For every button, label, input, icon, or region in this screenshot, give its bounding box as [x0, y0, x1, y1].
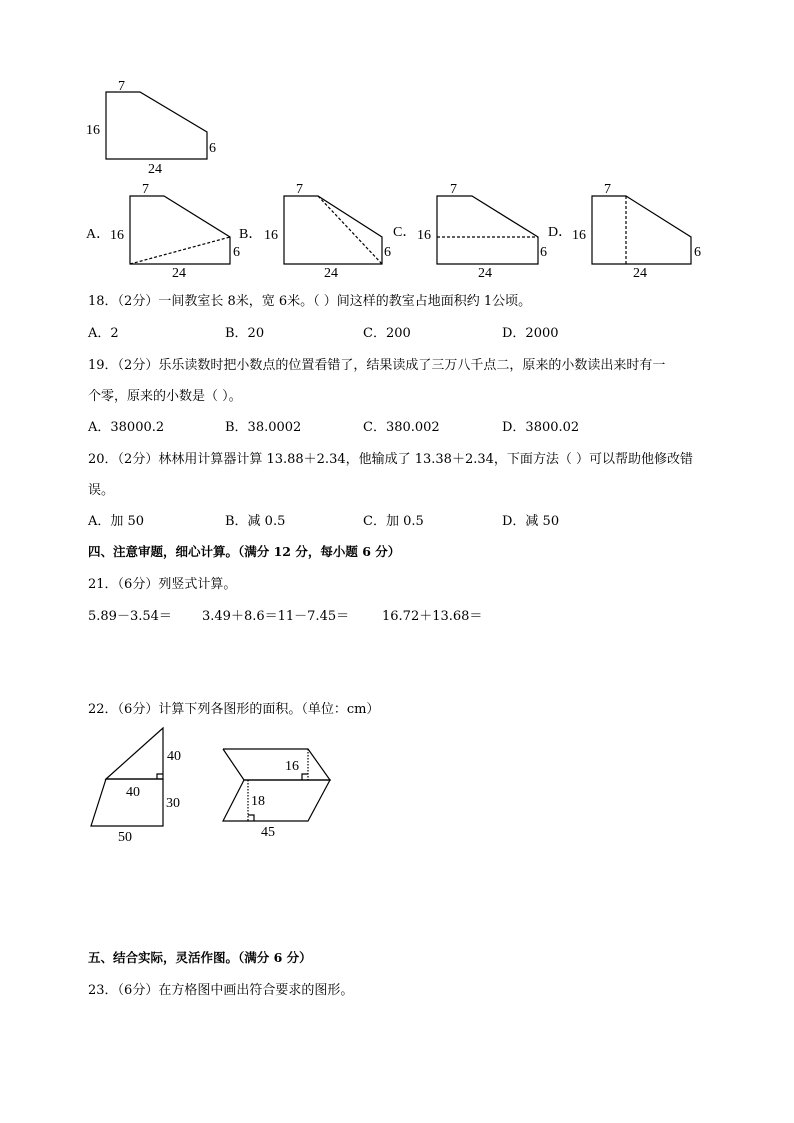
q23-text: 23．（6分）在方格图中画出符合要求的图形。 [88, 983, 354, 998]
q17-option-d-left: 16 [572, 228, 586, 243]
q19-option-b[interactable]: B．38.0002 [225, 420, 302, 435]
q17-label-right: 6 [209, 141, 216, 156]
q17-option-a-letter: A． [86, 227, 111, 242]
q22-fig1-tri-height: 40 [167, 749, 181, 764]
q17-option-c-letter: C． [393, 225, 417, 240]
q22-fig2-bottom-height: 18 [251, 794, 265, 809]
q22-fig2-top-height: 16 [285, 759, 299, 774]
q17-option-c-left: 16 [417, 228, 431, 243]
q17-label-top: 7 [118, 79, 125, 94]
q20-option-c[interactable]: C．加 0.5 [363, 514, 424, 529]
q17-option-c-top: 7 [450, 182, 457, 197]
q17-option-c-bottom: 24 [478, 266, 492, 281]
q17-option-d-top: 7 [604, 182, 611, 197]
q20-text-line1: 20．（2分）林林用计算器计算 13.88＋2.34，他输成了 13.38＋2.34，下面方法（ ）可以帮助他修改错 [88, 452, 694, 467]
q18-option-b[interactable]: B．20 [225, 326, 265, 341]
q17-option-a-top: 7 [142, 182, 149, 197]
q17-option-b-left: 16 [264, 228, 278, 243]
q22-fig1-para-height: 30 [166, 796, 180, 811]
q17-label-left: 16 [86, 123, 100, 138]
q21-expr-3: 16.72＋13.68＝ [382, 609, 483, 624]
q17-option-d-figure [548, 182, 701, 281]
q17-option-c-figure [393, 182, 547, 281]
q18-text: 18．（2分）一间教室长 8米，宽 6米。（ ）间这样的教室占地面积约 1公顷。 [88, 294, 532, 309]
q18-option-a[interactable]: A．2 [88, 326, 119, 341]
q17-option-a-left: 16 [110, 228, 124, 243]
q21-text: 21．（6分）列竖式计算。 [88, 577, 237, 592]
q22-figure-2 [223, 749, 330, 840]
q17-option-b-figure [239, 182, 391, 281]
q17-option-c-right: 6 [540, 245, 547, 260]
q18-option-c[interactable]: C．200 [363, 326, 411, 341]
q19-option-a[interactable]: A．38000.2 [88, 420, 165, 435]
q17-option-b-top: 7 [296, 182, 303, 197]
q17-main-figure [86, 79, 216, 177]
q17-option-d-right: 6 [694, 245, 701, 260]
q18-option-d[interactable]: D．2000 [502, 326, 559, 341]
q17-option-d-letter: D． [548, 225, 573, 240]
q22-fig1-tri-base: 40 [126, 785, 140, 800]
q20-text-line2: 误。 [88, 483, 115, 498]
q22-figures [0, 715, 794, 850]
q22-figure-1 [91, 728, 181, 845]
q17-option-a-bottom: 24 [172, 266, 186, 281]
q17-option-b-right: 6 [384, 245, 391, 260]
q22-text: 22．（6分）计算下列各图形的面积。（单位：cm） [88, 702, 380, 717]
q22-fig2-base: 45 [261, 825, 275, 840]
q20-option-b[interactable]: B．减 0.5 [225, 514, 286, 529]
q17-option-a-right: 6 [233, 245, 240, 260]
q19-text-line1: 19．（2分）乐乐读数时把小数点的位置看错了，结果读成了三万八千点二，原来的小数读出来时有一 [88, 358, 666, 373]
q22-fig1-para-base: 50 [118, 830, 132, 845]
q17-label-bottom: 24 [148, 162, 162, 177]
q17-option-b-letter: B． [239, 227, 263, 242]
q19-option-c[interactable]: C．380.002 [363, 420, 440, 435]
q20-option-d[interactable]: D．减 50 [502, 514, 560, 529]
q21-expr-1: 5.89－3.54＝ [88, 609, 172, 624]
q17-option-b-bottom: 24 [324, 266, 338, 281]
q17-option-a-figure [86, 182, 240, 281]
section-5-title: 五、结合实际，灵活作图。（满分 6 分） [88, 950, 312, 965]
q21-expr-2: 3.49＋8.6＝11－7.45＝ [202, 609, 350, 624]
q20-option-a[interactable]: A．加 50 [88, 514, 145, 529]
section-4-title: 四、注意审题，细心计算。（满分 12 分，每小题 6 分） [88, 544, 401, 559]
q19-text-line2: 个零，原来的小数是（ ）。 [88, 389, 242, 404]
q17-option-d-bottom: 24 [633, 266, 647, 281]
q17-figures [0, 0, 794, 290]
q19-option-d[interactable]: D．3800.02 [502, 420, 580, 435]
